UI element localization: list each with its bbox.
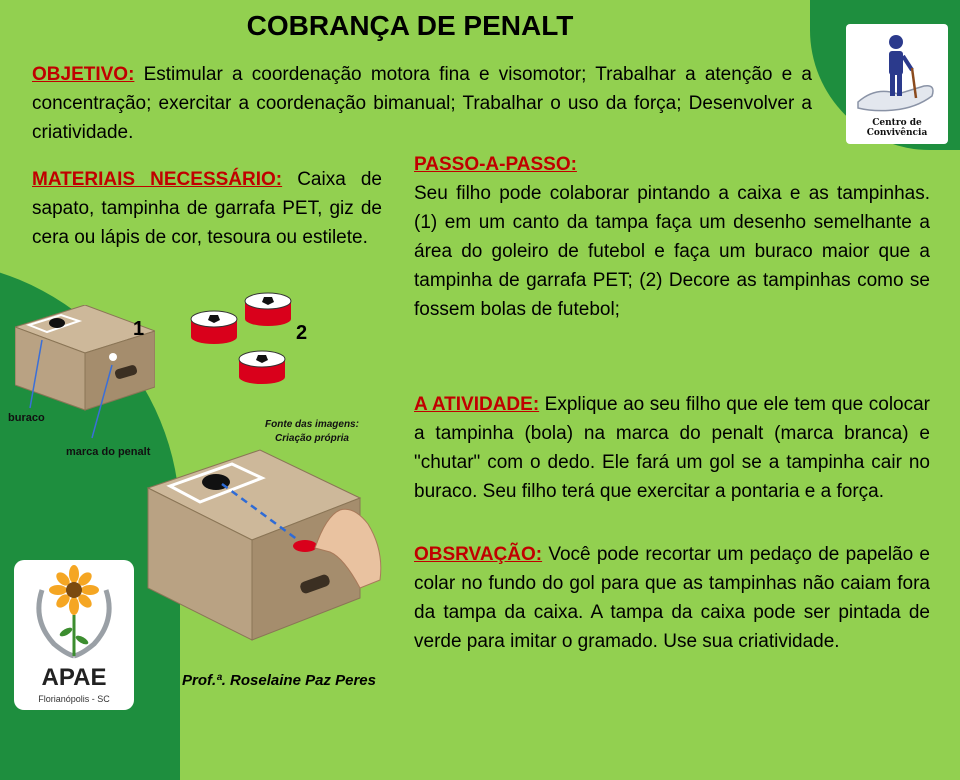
materiais-section (32, 165, 382, 252)
figure-number-1: 1 (133, 318, 145, 340)
observacao-section (414, 540, 930, 656)
marca-label: marca do penalt (66, 446, 151, 458)
observacao-label: OBSRVAÇÃO: (414, 544, 543, 565)
centro-convivencia-label: Centro de Convivência (866, 118, 928, 138)
bottle-caps-illustration (190, 285, 300, 390)
passo-section (414, 150, 930, 324)
soccer-ball-icon-2 (245, 293, 291, 326)
shoe-box-illustration-2 (140, 440, 390, 645)
buraco-label: buraco (8, 412, 45, 424)
author-credit: Prof.ª. Roselaine Paz Peres (182, 672, 376, 689)
passo-text: Seu filho pode colaborar pintando a caixa e as tampinhas. (1) em um canto da tampa faça um desenho semelhante a área do goleiro de futebol e faça um buraco maior que a tampinha de garrafa PET; (2) Decore as tampinhas como se fossem bolas de futebol; (414, 183, 930, 320)
centro-convivencia-logo (846, 24, 948, 144)
soccer-ball-icon-3 (239, 351, 285, 384)
objetivo-label: OBJETIVO: (32, 64, 135, 85)
materiais-text: Caixa de sapato, tampinha de garrafa PET, giz de cera ou lápis de cor, tesoura ou estilete. (32, 169, 382, 248)
passo-label: PASSO-A-PASSO: (414, 154, 577, 175)
page-title: COBRANÇA DE PENALT (246, 10, 574, 41)
atividade-label: A ATIVIDADE: (414, 394, 540, 415)
apae-logo (14, 560, 134, 710)
elderly-person-icon (846, 24, 948, 124)
apae-city: Florianópolis - SC (38, 694, 110, 704)
atividade-section (414, 390, 930, 506)
objetivo-text: Estimular a coordenação motora fina e visomotor; Trabalhar a atenção e a concentração; exercitar a coordenação bimanual; Trabalhar o uso da força; Desenvolver a criatividade. (32, 64, 812, 143)
figure-number-2: 2 (296, 322, 308, 344)
materiais-label: MATERIAIS NECESSÁRIO: (32, 169, 283, 190)
image-source: Fonte das imagens: Criação própria (265, 419, 359, 444)
atividade-text: Explique ao seu filho que ele tem que colocar a tampinha (bola) na marca do penalt (marca branca) e "chutar" com o dedo. Ele fará um gol se a tampinha cair no buraco. Seu filho terá que exercitar a pontaria e a força. (414, 394, 930, 502)
sunflower-icon (14, 560, 134, 664)
apae-name: APAE (41, 664, 107, 691)
observacao-text: Você pode recortar um pedaço de papelão e colar no fundo do gol para que as tampinhas não caiam fora da tampa da caixa. A tampa da caixa pode ser pintada de verde para imitar o gramado. Use sua criatividade. (414, 544, 930, 652)
objetivo-section (32, 60, 812, 147)
